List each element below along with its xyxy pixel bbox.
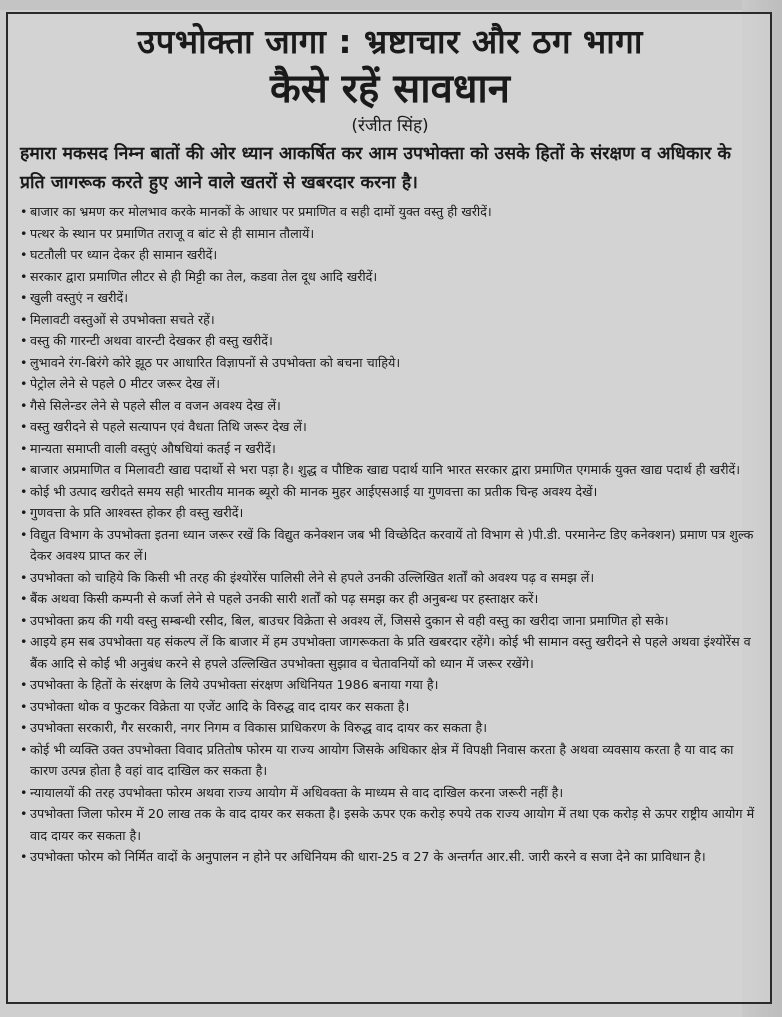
adjacent-print-top <box>0 0 782 10</box>
list-item: • विद्युत विभाग के उपभोक्ता इतना ध्यान जरूर रखें कि विद्युत कनेक्शन जब भी विच्छेदित करवायें तो विभाग से )पी.डी. परमानेन्ट डिए कनेक्शन) प्रमाण पत्र शुल्क देकर अवश्य प्राप्त कर लें। <box>20 524 760 567</box>
list-item: • सरकार द्वारा प्रमाणित लीटर से ही मिट्टी का तेल, कडवा तेल दूध आदि खरीदें। <box>20 266 760 288</box>
list-item: • उपभोक्ता के हितों के संरक्षण के लिये उपभोक्ता संरक्षण अधिनियत 1986 बनाया गया है। <box>20 674 760 696</box>
list-item: • मिलावटी वस्तुओं से उपभोक्ता सचते रहें। <box>20 309 760 331</box>
list-item: • उपभोक्ता क्रय की गयी वस्तु सम्बन्धी रसीद, बिल, बाउचर विक्रेता से अवश्य लें, जिससे दुकान से वही वस्तु का खरीदा जाना प्रमाणित हो सके। <box>20 610 760 632</box>
list-item: • खुली वस्तुएं न खरीदें। <box>20 287 760 309</box>
list-item: • पत्थर के स्थान पर प्रमाणित तराजू व बांट से ही सामान तौलायें। <box>20 223 760 245</box>
list-item: • लुभावने रंग-बिरंगे कोरे झूठ पर आधारित विज्ञापनों से उपभोक्ता को बचना चाहिये। <box>20 352 760 374</box>
subheadline: कैसे रहें सावधान <box>269 66 510 112</box>
list-item: • घटतौली पर ध्यान देकर ही सामान खरीदें। <box>20 244 760 266</box>
list-item: • वस्तु खरीदने से पहले सत्यापन एवं वैधता तिथि जरूर देख लें। <box>20 416 760 438</box>
list-item: • उपभोक्ता जिला फोरम में 20 लाख तक के वाद दायर कर सकता है। इसके ऊपर एक करोड़ रुपये तक राज्य आयोग में तथा एक करोड़ से ऊपर राष्ट्रीय आयोग में वाद दायर कर सकता है। <box>20 803 760 846</box>
list-item: • कोई भी उत्पाद खरीदते समय सही भारतीय मानक ब्यूरो की मानक मुहर आईएसआई या गुणवत्ता का प्रतीक चिन्ह अवश्य देखें। <box>20 481 760 503</box>
list-item: • गैसे सिलेन्डर लेने से पहले सील व वजन अवश्य देख लें। <box>20 395 760 417</box>
list-item: • बाजार का भ्रमण कर मोलभाव करके मानकों के आधार पर प्रमाणित व सही दामों युक्त वस्तु ही खरीदें। <box>20 201 760 223</box>
list-item: • उपभोक्ता फोरम को निर्मित वादों के अनुपालन न होने पर अधिनियम की धारा-25 व 27 के अन्तर्गत आर.सी. जारी करने व सजा देने का प्राविधान है। <box>20 846 760 868</box>
list-item: • गुणवत्ता के प्रति आश्वस्त होकर ही वस्तु खरीदें। <box>20 502 760 524</box>
list-item: • न्यायालयों की तरह उपभोक्ता फोरम अथवा राज्य आयोग में अधिवक्ता के माध्यम से वाद दाखिल करना जरूरी नहीं है। <box>20 782 760 804</box>
list-item: • पेट्रोल लेने से पहले 0 मीटर जरूर देख लें। <box>20 373 760 395</box>
list-item: • उपभोक्ता को चाहिये कि किसी भी तरह की इंश्योरेंस पालिसी लेने से हपले उनकी उल्लिखित शर्तों को अवश्य पढ़ व समझ लें। <box>20 567 760 589</box>
list-item: • आइये हम सब उपभोक्ता यह संकल्प लें कि बाजार में हम उपभोक्ता जागरूकता के प्रति खबरदार रहेंगे। कोई भी सामान वस्तु खरीदने से पहले अथवा इंश्योरेंस व बैंक आदि से कोई भी अनुबंध करने से हपले उल्लिखित उपभोक्ता सुझाव व चेतावनियों को ध्यान में जरूर रखेंगे। <box>20 631 760 674</box>
intro-paragraph: हमारा मकसद निम्न बातों की ओर ध्यान आकर्षित कर आम उपभोक्ता को उसके हितों के संरक्षण व अधिकार के प्रति जागरूक करते हुए आने वाले खतरों से खबरदार करना है। <box>20 144 732 193</box>
byline: (रंजीत सिंह) <box>351 116 429 136</box>
list-item: • बाजार अप्रमाणित व मिलावटी खाद्य पदार्थो से भरा पड़ा है। शुद्ध व पौष्टिक खाद्य पदार्थ यानि भारत सरकार द्वारा प्रमाणित एगमार्क युक्त खाद्य पदार्थ ही खरीदें। <box>20 459 760 481</box>
points-list <box>20 201 760 868</box>
list-item: • मान्यता समाप्ती वाली वस्तुएं औषधियां कतई न खरीदें। <box>20 438 760 460</box>
list-item: • कोई भी व्यक्ति उक्त उपभोक्ता विवाद प्रतितोष फोरम या राज्य आयोग जिसके अधिकार क्षेत्र में विपक्षी निवास करता है अथवा व्यवसाय करता है या वाद का कारण उत्पन्न होता है वहां वाद दाखिल कर सकता है। <box>20 739 760 782</box>
list-item: • उपभोक्ता थोक व फुटकर विक्रेता या एजेंट आदि के विरुद्ध वाद दायर कर सकता है। <box>20 696 760 718</box>
headline: उपभोक्ता जागा : भ्रष्टाचार और ठग भागा <box>137 22 643 61</box>
list-item: • वस्तु की गारन्टी अथवा वारन्टी देखकर ही वस्तु खरीदें। <box>20 330 760 352</box>
list-item: • उपभोक्ता सरकारी, गैर सरकारी, नगर निगम व विकास प्राधिकरण के विरुद्ध वाद दायर कर सकता है। <box>20 717 760 739</box>
article-box <box>6 12 772 1004</box>
list-item: • बैंक अथवा किसी कम्पनी से कर्जा लेने से पहले उनकी सारी शर्तों को पढ़ समझ कर ही अनुबन्ध पर हस्ताक्षर करें। <box>20 588 760 610</box>
